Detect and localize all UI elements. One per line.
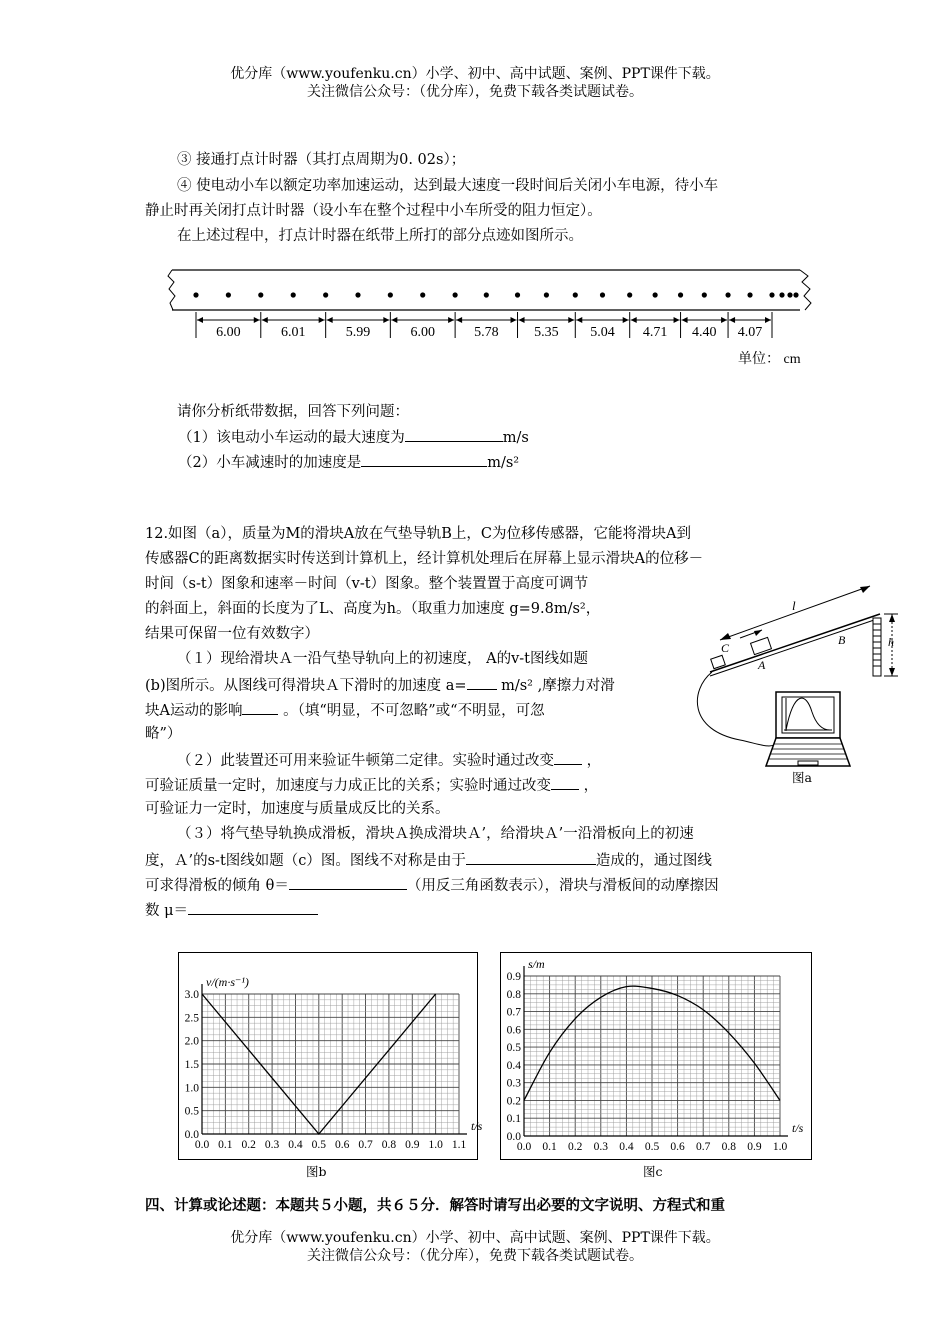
tape-segment-label: 5.99 (345, 325, 371, 340)
x-tick-label: 0.5 (311, 1139, 327, 1151)
q12-line-7b: m/s² ,摩擦力对滑 (496, 678, 615, 694)
tape-arrowhead (519, 317, 525, 323)
q12-line-12: 可验证力一定时，加速度与质量成反比的关系。 (145, 801, 450, 817)
label-c: C (721, 641, 730, 655)
y-tick-label: 3.0 (184, 989, 199, 1001)
y-tick-label: 0.4 (506, 1059, 521, 1072)
tape-dot (420, 292, 425, 297)
figure-a-apparatus (680, 580, 900, 790)
tape-segment-label: 4.07 (737, 325, 763, 340)
x-tick-label: 0.0 (194, 1139, 210, 1151)
y-tick-label: 0.0 (506, 1131, 521, 1143)
header-line-1: 优分库（www.youfenku.cn）小学、初中、高中试题、案例、PPT课件下载。 (230, 66, 720, 82)
q11-part2-text: （2）小车减速时的加速度是 (178, 455, 362, 471)
q11-part2-unit: m/s² (487, 455, 520, 471)
y-tick-label: 0.2 (506, 1095, 521, 1108)
y-tick-label: 0.7 (506, 1006, 521, 1019)
x-tick-label: 0.2 (568, 1141, 583, 1153)
q12-line-14 (145, 849, 815, 871)
tape-arrowhead (682, 317, 688, 323)
q12-answer-blank-cause[interactable] (466, 849, 596, 865)
tape-dot (291, 292, 296, 297)
section-4-heading: 四、计算或论述题：本题共５小题，共６５分．解答时请写出必要的文字说明、方程式和重 (145, 1197, 725, 1214)
header-line-2: 关注微信公众号：（优分库），免费下载各类试题试卷。 (307, 84, 643, 100)
tape-arrowhead (327, 317, 333, 323)
tape-arrowhead (721, 317, 727, 323)
y-tick-label: 2.5 (184, 1012, 199, 1025)
y-tick-label: 0.5 (184, 1105, 199, 1118)
x-tick-label: 0.9 (405, 1139, 420, 1151)
q12-answer-blank-theta[interactable] (289, 874, 407, 890)
tape-segment-label: 5.35 (534, 325, 559, 340)
tape-dot (226, 292, 231, 297)
tape-arrowhead (448, 317, 454, 323)
tape-dot (725, 292, 730, 297)
q11-answer-blank-1[interactable] (405, 426, 503, 442)
tape-arrowhead (197, 317, 203, 323)
label-a: A (758, 658, 766, 672)
q12-line-11a: 可验证质量一定时，加速度与力成正比的关系；实验时通过改变 (145, 778, 551, 794)
tape-dot (453, 292, 458, 297)
q11-intro: 请你分析纸带数据，回答下列问题： (177, 404, 409, 420)
paper-tape-figure (160, 262, 830, 372)
q12-answer-blank-change-1[interactable] (554, 749, 582, 765)
x-tick-label: 1.0 (428, 1139, 443, 1151)
tape-arrowhead (254, 317, 260, 323)
x-tick-label: 1.0 (772, 1141, 788, 1153)
q11-part1 (178, 426, 848, 448)
tape-arrowhead (623, 317, 629, 323)
q12-line-3: 时间（s-t）图象和速率－时间（v-t）图象。整个装置置于高度可调节 (145, 576, 589, 592)
tape-dot (747, 292, 752, 297)
tape-segment-label: 6.00 (216, 325, 241, 340)
q12-line-9: 略”） (145, 726, 182, 742)
x-tick-label: 0.7 (358, 1139, 373, 1151)
step-4a: ④ 使电动小车以额定功率加速运动，达到最大速度一段时间后关闭小车电源，待小车 (177, 178, 719, 194)
q12-line-15a: 可求得滑板的倾角 θ＝ (145, 878, 289, 894)
tape-arrowhead (511, 317, 517, 323)
x-axis-label: t/s (792, 1121, 804, 1135)
q12-answer-blank-change-2[interactable] (551, 774, 579, 790)
q12-line-16 (145, 899, 815, 921)
x-tick-label: 0.6 (670, 1141, 685, 1153)
x-tick-label: 0.7 (696, 1141, 711, 1153)
tape-arrowhead (729, 317, 735, 323)
tape-dot (323, 292, 328, 297)
tape-dot (484, 292, 489, 297)
tape-dot (787, 292, 792, 297)
x-tick-label: 0.5 (644, 1141, 660, 1153)
tape-dot (779, 292, 784, 297)
tape-arrowhead (391, 317, 397, 323)
q11-answer-blank-2[interactable] (361, 451, 487, 467)
tape-dot (627, 292, 632, 297)
q12-line-16a: 数 μ＝ (145, 903, 189, 919)
q12-answer-blank-mu[interactable] (188, 899, 318, 915)
footer-line-2: 关注微信公众号：（优分库），免费下载各类试题试卷。 (307, 1248, 643, 1264)
q12-line-14b: 造成的，通过图线 (595, 853, 712, 869)
tape-dot (678, 292, 683, 297)
x-tick-label: 0.2 (241, 1139, 256, 1151)
tape-arrowhead (456, 317, 462, 323)
x-tick-label: 1.1 (451, 1139, 467, 1151)
q12-line-11b: ， (579, 778, 599, 794)
tape-segment-label: 5.78 (474, 325, 499, 340)
label-b: B (838, 633, 846, 647)
tape-dot (355, 292, 360, 297)
x-tick-label: 0.4 (619, 1141, 634, 1153)
y-axis-label: v/(m·s⁻¹) (206, 975, 249, 989)
q12-line-10b: ， (582, 753, 602, 769)
q12-line-2: 传感器C的距离数据实时传送到计算机上，经计算机处理后在屏幕上显示滑块A的位移－ (145, 551, 704, 567)
q11-part1-text: （1）该电动小车运动的最大速度为 (178, 430, 405, 446)
step-4b: 静止时再关闭打点计时器（设小车在整个过程中小车所受的阻力恒定）。 (145, 203, 602, 219)
tape-dot (515, 292, 520, 297)
q11-part1-unit: m/s (502, 430, 529, 446)
y-tick-label: 0.1 (506, 1113, 521, 1126)
tape-segment-label: 4.71 (642, 325, 668, 340)
tape-arrowhead (568, 317, 574, 323)
tape-unit: 单位： cm (738, 352, 801, 367)
tape-dot (193, 292, 198, 297)
q12-answer-blank-friction[interactable] (242, 699, 278, 715)
q12-line-7a: (b)图所示。从图线可得滑块Ａ下滑时的加速度 a= (145, 678, 467, 694)
y-tick-label: 0.6 (506, 1024, 521, 1037)
q12-line-15b: （用反三角函数表示），滑块与滑板间的动摩擦因 (406, 878, 719, 894)
q12-line-4: 的斜面上，斜面的长度为了L、高度为h。（取重力加速度 g=9.8m/s²， (145, 601, 601, 617)
tape-arrowhead (576, 317, 582, 323)
y-tick-label: 0.0 (184, 1129, 199, 1141)
tape-segment-label: 5.04 (590, 325, 615, 340)
tape-dot (544, 292, 549, 297)
tape-arrowhead (765, 317, 771, 323)
chart-grid (524, 976, 780, 1136)
tape-segment-label: 4.40 (692, 325, 717, 340)
tape-arrowhead (631, 317, 637, 323)
y-tick-label: 0.3 (506, 1077, 521, 1090)
tape-dot (573, 292, 578, 297)
q12-line-8a: 块A运动的影响 (145, 703, 243, 719)
y-axis-label: s/m (528, 957, 545, 971)
label-l: l (792, 598, 796, 613)
figure-a-caption: 图a (792, 770, 812, 785)
q12-line-1: 12.如图（a），质量为M的滑块A放在气垫导轨B上，C为位移传感器，它能将滑块A到 (145, 526, 691, 542)
x-tick-label: 0.4 (288, 1139, 303, 1151)
tape-dot (258, 292, 263, 297)
x-tick-label: 0.0 (516, 1141, 532, 1153)
y-tick-label: 0.9 (506, 971, 521, 983)
q12-line-6: （１）现给滑块Ａ一沿气垫导轨向上的初速度， A的v-t图线如题 (177, 651, 588, 667)
tape-arrowhead (383, 317, 389, 323)
x-tick-label: 0.6 (334, 1139, 350, 1151)
q12-line-8b: 。（填“明显，不可忽略”或“不明显，可忽 (278, 703, 545, 719)
tape-arrowhead (262, 317, 268, 323)
chart-c-caption: 图c (643, 1164, 663, 1179)
x-tick-label: 0.8 (721, 1141, 736, 1153)
q12-line-10a: （２）此装置还可用来验证牛顿第二定律。实验时通过改变 (177, 753, 554, 769)
footer-line-1: 优分库（www.youfenku.cn）小学、初中、高中试题、案例、PPT课件下载。 (230, 1230, 720, 1246)
label-h: h (888, 635, 894, 649)
y-tick-label: 2.0 (184, 1035, 199, 1048)
chart-b-caption: 图b (306, 1164, 327, 1179)
tape-arrowhead (674, 317, 680, 323)
q11-part2 (178, 451, 848, 473)
y-tick-label: 0.5 (506, 1042, 521, 1055)
y-tick-label: 1.0 (184, 1082, 199, 1095)
tape-dot (702, 292, 707, 297)
tape-dot (600, 292, 605, 297)
tape-segment-label: 6.00 (410, 325, 435, 340)
x-tick-label: 0.8 (381, 1139, 397, 1151)
q12-line-14a: 度，Ａ’的s-t图线如题（c）图。图线不对称是由于 (145, 853, 466, 869)
tape-segment-label: 6.01 (280, 325, 306, 340)
x-tick-label: 0.3 (593, 1141, 608, 1153)
x-tick-label: 0.1 (542, 1141, 557, 1153)
chart-b-vt-graph (178, 952, 483, 1160)
step-5: 在上述过程中，打点计时器在纸带上所打的部分点迹如图所示。 (177, 228, 583, 244)
x-tick-label: 0.9 (747, 1141, 762, 1153)
x-tick-label: 0.1 (218, 1139, 233, 1151)
tape-dot (769, 292, 774, 297)
tape-dot (793, 292, 798, 297)
tape-dot (653, 292, 658, 297)
x-tick-label: 0.3 (264, 1139, 280, 1151)
x-axis-label: t/s (471, 1119, 483, 1133)
chart-c-st-graph (500, 952, 812, 1160)
tape-arrowhead (319, 317, 325, 323)
q12-line-15 (145, 874, 815, 896)
y-tick-label: 1.5 (184, 1059, 199, 1071)
q12-line-13: （３）将气垫导轨换成滑板，滑块Ａ换成滑块Ａ’，给滑块Ａ’一沿滑板向上的初速 (177, 826, 694, 842)
step-3: ③ 接通打点计时器（其打点周期为0. 02s）； (177, 152, 466, 168)
y-tick-label: 0.8 (506, 988, 521, 1001)
q12-line-5: 结果可保留一位有效数字） (145, 626, 319, 642)
tape-dot (388, 292, 393, 297)
q12-answer-blank-a[interactable] (467, 674, 497, 690)
